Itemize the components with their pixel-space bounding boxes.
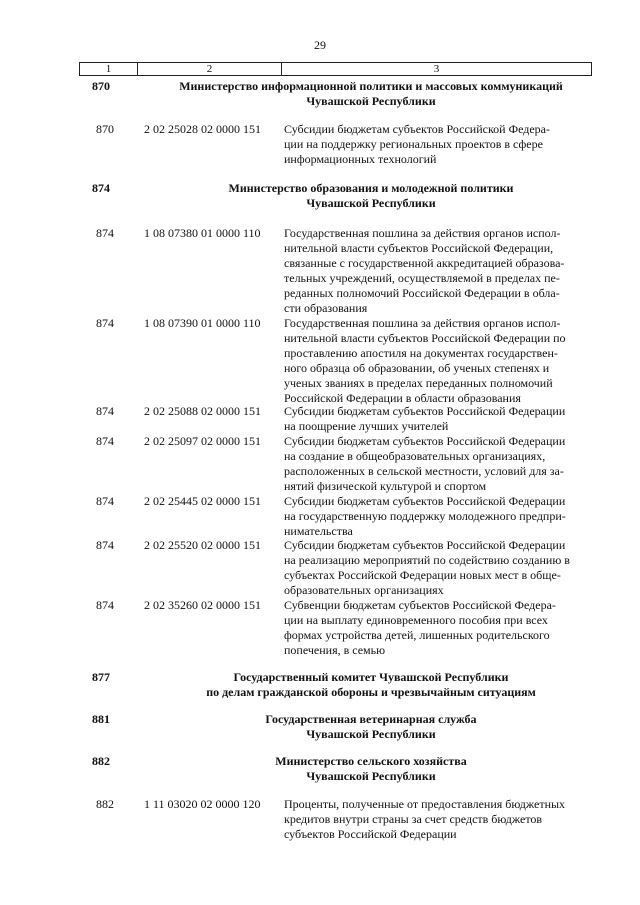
column-header-1: 1: [80, 63, 138, 75]
section-title-line: Чувашской Республики: [306, 727, 436, 741]
text-line: нимательства: [284, 524, 353, 538]
row-kbk-code: 1 08 07390 01 0000 110: [144, 316, 261, 330]
row-description: [284, 434, 592, 494]
section-title-line: Государственный комитет Чувашской Республики: [233, 670, 509, 684]
row-admin-code: 874: [96, 404, 114, 418]
text-line: тельных учреждений, осуществляемой в пределах пе-: [284, 271, 560, 285]
text-line: ции на выплату единовременного пособия при всех: [284, 613, 548, 627]
row-kbk-code: 2 02 25097 02 0000 151: [144, 434, 261, 448]
section-title-line: по делам гражданской обороны и чрезвычайным ситуациям: [206, 685, 536, 699]
row-description: [284, 494, 592, 539]
section-title: [150, 670, 592, 700]
text-line: связанные с государственной аккредитацией образова-: [284, 256, 565, 270]
row-admin-code: 874: [96, 538, 114, 552]
row-kbk-code: 2 02 25088 02 0000 151: [144, 404, 261, 418]
row-admin-code: 874: [96, 494, 114, 508]
text-line: Государственная пошлина за действия органов испол-: [284, 226, 561, 240]
text-line: ного образца об образовании, об ученых степенях и: [284, 361, 550, 375]
text-line: на реализацию мероприятий по содействию созданию в: [284, 553, 570, 567]
section-title-line: Чувашской Республики: [306, 94, 436, 108]
text-line: ученых званиях в пределах переданных полномочий: [284, 376, 553, 390]
text-line: реданных полномочий Российской Федерации в обла-: [284, 286, 560, 300]
text-line: нятий физической культурой и спортом: [284, 479, 487, 493]
text-line: Государственная пошлина за действия органов испол-: [284, 316, 561, 330]
row-kbk-code: 2 02 25028 02 0000 151: [144, 122, 261, 136]
row-description: [284, 404, 592, 434]
row-admin-code: 874: [96, 226, 114, 240]
row-admin-code: 882: [96, 797, 114, 811]
row-description: [284, 122, 592, 167]
section-title-line: Государственная ветеринарная служба: [265, 712, 477, 726]
text-line: сти образования: [284, 301, 368, 315]
text-line: Субсидии бюджетам субъектов Российской Федерации: [284, 404, 566, 418]
text-line: Российской Федерации в области образования: [284, 391, 521, 405]
row-kbk-code: 1 08 07380 01 0000 110: [144, 226, 261, 240]
text-line: Субсидии бюджетам субъектов Российской Федера-: [284, 122, 550, 136]
section-code: 870: [92, 79, 110, 93]
row-admin-code: 874: [96, 598, 114, 612]
section-code: 874: [92, 181, 110, 195]
row-admin-code: 874: [96, 434, 114, 448]
row-description: [284, 797, 592, 842]
section-code: 881: [92, 712, 110, 726]
section-title: [150, 79, 592, 109]
section-title-line: Чувашской Республики: [306, 769, 436, 783]
section-title-line: Министерство образования и молодежной политики: [228, 181, 514, 195]
text-line: на поощрение лучших учителей: [284, 419, 449, 433]
row-admin-code: 874: [96, 316, 114, 330]
text-line: проставлению апостиля на документах государствен-: [284, 346, 558, 360]
section-title: [150, 181, 592, 211]
text-line: нительной власти субъектов Российской Федерации,: [284, 241, 554, 255]
row-kbk-code: 2 02 25520 02 0000 151: [144, 538, 261, 552]
row-description: [284, 598, 592, 658]
text-line: нительной власти субъектов Российской Федерации по: [284, 331, 566, 345]
row-admin-code: 870: [96, 122, 114, 136]
text-line: ции на поддержку региональных проектов в сфере: [284, 137, 543, 151]
section-code: 882: [92, 754, 110, 768]
text-line: Субсидии бюджетам субъектов Российской Федерации: [284, 434, 566, 448]
row-description: [284, 316, 592, 406]
text-line: Субвенции бюджетам субъектов Российской Федера-: [284, 598, 556, 612]
text-line: информационных технологий: [284, 152, 437, 166]
section-title: [150, 754, 592, 784]
text-line: расположенных в сельской местности, условий для за-: [284, 464, 564, 478]
section-title-line: Министерство информационной политики и массовых коммуникаций: [179, 79, 563, 93]
section-title-line: Чувашской Республики: [306, 196, 436, 210]
column-header-2: 2: [138, 63, 282, 75]
text-line: на государственную поддержку молодежного предпри-: [284, 509, 566, 523]
column-header-row: [79, 62, 592, 76]
row-description: [284, 226, 592, 316]
text-line: на создание в общеобразовательных организациях,: [284, 449, 546, 463]
text-line: Проценты, полученные от предоставления бюджетных: [284, 797, 566, 811]
row-kbk-code: 2 02 25445 02 0000 151: [144, 494, 261, 508]
section-code: 877: [92, 670, 110, 684]
text-line: субъектов Российской Федерации: [284, 827, 457, 841]
text-line: образовательных организациях: [284, 583, 444, 597]
column-header-3: 3: [433, 63, 440, 75]
text-line: Субсидии бюджетам субъектов Российской Федерации: [284, 494, 566, 508]
row-kbk-code: 1 11 03020 02 0000 120: [144, 797, 261, 811]
text-line: попечения, в семью: [284, 643, 386, 657]
page-number: 29: [314, 38, 326, 52]
text-line: кредитов внутри страны за счет средств бюджетов: [284, 812, 543, 826]
row-kbk-code: 2 02 35260 02 0000 151: [144, 598, 261, 612]
section-title-line: Министерство сельского хозяйства: [275, 754, 467, 768]
text-line: формах устройства детей, лишенных родительского: [284, 628, 550, 642]
row-description: [284, 538, 592, 598]
text-line: Субсидии бюджетам субъектов Российской Федерации: [284, 538, 566, 552]
section-title: [150, 712, 592, 742]
text-line: субъектах Российской Федерации новых мест в обще-: [284, 568, 561, 582]
